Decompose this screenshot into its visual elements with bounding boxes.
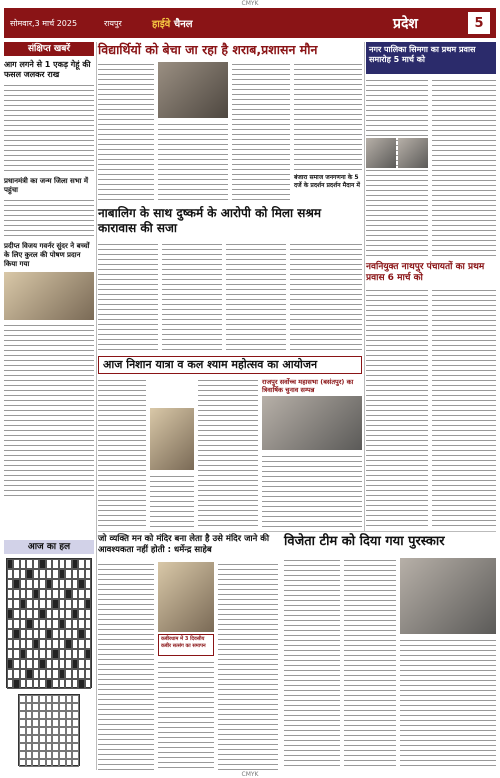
edition-city: रायपुर [104, 18, 122, 28]
right-headline-1: नगर पालिका सिमगा का प्रथम प्रवास समारोह 5 मार्च को [369, 45, 476, 64]
story-liquor-headline: विद्यार्थियों को बेचा जा रहा है शराब,प्रशासन मौन [98, 42, 318, 57]
column-rule-2 [364, 42, 365, 532]
sudoku-cell [52, 695, 59, 703]
crossword-cell [85, 629, 91, 639]
sudoku-cell [46, 743, 53, 751]
story-satsang-caption: कबीरधाम में 3 दिवसीय कबीर सत्संग का समापन [161, 636, 206, 649]
right-headline-2: नवनियुक्त नाथपुर पंचायतों का प्रथम प्रवास 6 मार्च को [366, 262, 485, 283]
sudoku-cell [26, 695, 33, 703]
story-court [98, 206, 362, 236]
sudoku-cell [66, 759, 73, 767]
sudoku-cell [26, 727, 33, 735]
sudoku-cell [46, 695, 53, 703]
crossword-cell [85, 559, 91, 569]
sudoku-cell [52, 719, 59, 727]
brief-text-2 [4, 198, 94, 238]
story-liquor [98, 42, 362, 57]
sudoku-cell [19, 719, 26, 727]
story-satsang-text-a [98, 562, 154, 770]
sudoku-cell [66, 719, 73, 727]
right-portrait-1 [366, 138, 396, 168]
story-satsang-photo [158, 562, 214, 632]
sudoku-cell [59, 727, 66, 735]
story-liquor-text-d [294, 62, 362, 172]
sudoku-cell [59, 711, 66, 719]
story-satsang-headline: जो व्यक्ति मन को मंदिर बना लेता है उसे मंदिर जाने की आवश्यकता नहीं होती : धर्मेन्द्र साहेब [98, 534, 270, 555]
story-winner-text-c [400, 638, 496, 770]
sudoku-cell [52, 711, 59, 719]
crossword-cell [85, 579, 91, 589]
sudoku-cell [46, 759, 53, 767]
story-festival-text-b [150, 474, 194, 528]
sudoku-cell [39, 751, 46, 759]
sudoku-cell [72, 711, 79, 719]
sudoku-cell [26, 751, 33, 759]
sudoku-cell [72, 695, 79, 703]
story-winner-photo [400, 558, 496, 634]
sudoku-cell [72, 743, 79, 751]
brief-column [4, 42, 94, 532]
story-court-text-b [162, 242, 222, 352]
sudoku-cell [26, 759, 33, 767]
story-election-headline: राजपुर सर्वोच्च महासभा (बसंतपुर) का त्रिवार्षिक चुनाव सम्पन्न [262, 378, 354, 394]
sudoku-cell [32, 743, 39, 751]
sudoku-cell [39, 743, 46, 751]
sudoku-cell [26, 743, 33, 751]
story-liquor-text-a [98, 62, 154, 202]
sudoku-cell [19, 743, 26, 751]
sudoku-cell [52, 759, 59, 767]
story-court-text-a [98, 242, 158, 352]
story-festival-headline: आज निशान यात्रा व कल श्याम महोत्सव का आयोजन [103, 358, 318, 371]
sudoku-cell [59, 759, 66, 767]
sudoku-cell [59, 719, 66, 727]
page-number: 5 [468, 12, 490, 34]
story-liquor-photo [158, 62, 228, 118]
sudoku-grid [18, 694, 80, 766]
sudoku-cell [72, 735, 79, 743]
crossword-cell [85, 589, 91, 599]
right-story-2 [366, 262, 496, 284]
sudoku-cell [39, 735, 46, 743]
sudoku-cell [39, 695, 46, 703]
story-winner-text-a [284, 558, 340, 770]
sudoku-cell [46, 735, 53, 743]
right-text-2b [432, 288, 496, 528]
sudoku-cell [32, 751, 39, 759]
story-liquor-text-c [232, 62, 290, 202]
sudoku-cell [52, 735, 59, 743]
sudoku-cell [26, 735, 33, 743]
right-portrait-2 [398, 138, 428, 168]
sudoku-cell [66, 751, 73, 759]
story-satsang-text-c [218, 562, 278, 770]
sudoku-cell [66, 695, 73, 703]
story-winner-text-b [344, 558, 396, 770]
sudoku-cell [32, 735, 39, 743]
sudoku-cell [46, 711, 53, 719]
brief-headline-1: आग लगने से 1 एकड़ गेहूं की फसल जलकर राख [4, 60, 91, 79]
sudoku-cell [32, 711, 39, 719]
sudoku-cell [66, 743, 73, 751]
story-court-text-c [226, 242, 286, 352]
sudoku-cell [59, 695, 66, 703]
story-satsang-text-b [158, 660, 214, 770]
sudoku-cell [66, 703, 73, 711]
sudoku-cell [52, 751, 59, 759]
sudoku-cell [59, 751, 66, 759]
sudoku-cell [19, 727, 26, 735]
sudoku-cell [39, 759, 46, 767]
sudoku-cell [39, 727, 46, 735]
sudoku-cell [19, 735, 26, 743]
crossword-cell [85, 669, 91, 679]
story-election-text [262, 454, 362, 528]
sudoku-cell [39, 719, 46, 727]
sudoku-cell [72, 727, 79, 735]
story-winner [284, 534, 496, 550]
sudoku-cell [72, 703, 79, 711]
sudoku-cell [66, 735, 73, 743]
right-headline-1-box [366, 42, 496, 74]
crossword-cell [85, 649, 91, 659]
story-festival-photo [150, 408, 194, 470]
story-kicker: बंजारा समाज जनगणना के 5 दर्जे के प्रदर्शन प्रदर्शन मैदान में [294, 174, 360, 189]
sudoku-cell [32, 727, 39, 735]
sudoku-cell [19, 711, 26, 719]
crossword-title: आज का हल [4, 540, 94, 554]
crossword-cell [85, 679, 91, 689]
crossword-cell [85, 609, 91, 619]
brief-headline-3: प्रदीप्त विजय गवर्नर सुंदर ने बच्चों के लिए कुरल की पोषण प्रदान किया गया [4, 242, 90, 268]
masthead [4, 8, 496, 38]
sudoku-cell [46, 751, 53, 759]
crossword-grid [6, 558, 92, 688]
sudoku-cell [52, 743, 59, 751]
cmyk-top: CMYK [241, 0, 259, 7]
sudoku-cell [32, 719, 39, 727]
sudoku-cell [32, 759, 39, 767]
sudoku-cell [72, 759, 79, 767]
sudoku-cell [59, 735, 66, 743]
brief-text-1 [4, 83, 94, 173]
sudoku-cell [32, 703, 39, 711]
sudoku-cell [19, 703, 26, 711]
sudoku-cell [19, 751, 26, 759]
sudoku-cell [59, 743, 66, 751]
story-liquor-text-b [158, 122, 228, 202]
section-title: प्रदेश [393, 15, 418, 32]
story-festival-text-a [98, 378, 146, 528]
sudoku-cell [72, 751, 79, 759]
brand-logo: हाईवे चैनल [152, 19, 193, 30]
sudoku-cell [19, 695, 26, 703]
story-winner-headline: विजेता टीम को दिया गया पुरस्कार [284, 534, 445, 549]
brief-title: संक्षिप्त खबरें [4, 42, 94, 56]
sudoku-cell [46, 719, 53, 727]
sudoku-cell [46, 703, 53, 711]
sudoku-cell [72, 719, 79, 727]
story-court-text-d [290, 242, 362, 352]
row-rule [98, 531, 496, 532]
sudoku-cell [52, 703, 59, 711]
right-text-2a [366, 288, 428, 528]
sudoku-cell [46, 727, 53, 735]
crossword-cell [85, 619, 91, 629]
brief-text-3 [4, 323, 94, 498]
sudoku-cell [26, 703, 33, 711]
column-rule-1 [96, 42, 97, 770]
sudoku-cell [66, 727, 73, 735]
issue-date: सोमवार,3 मार्च 2025 [10, 18, 78, 28]
story-court-headline: नाबालिग के साथ दुष्कर्म के आरोपी को मिला सश्रम कारावास की सजा [98, 206, 322, 235]
story-election-photo [262, 396, 362, 450]
sudoku-cell [19, 759, 26, 767]
right-text-1a [366, 78, 428, 258]
cmyk-bottom: CMYK [241, 771, 259, 778]
caption-box [158, 634, 214, 656]
crossword-cell [85, 639, 91, 649]
sudoku-cell [26, 711, 33, 719]
crossword-cell [85, 569, 91, 579]
brief-photo [4, 272, 94, 320]
brief-headline-2: प्रधानमंत्री का जन्म जिला सभा में पहुंचा [4, 177, 89, 194]
story-satsang [98, 534, 278, 556]
story-festival-text-c [198, 378, 258, 528]
story-festival-box [98, 356, 362, 374]
sudoku-cell [66, 711, 73, 719]
sudoku-cell [26, 719, 33, 727]
sudoku-cell [39, 711, 46, 719]
sudoku-cell [59, 703, 66, 711]
sudoku-cell [52, 727, 59, 735]
crossword-cell [85, 599, 91, 609]
crossword-cell [85, 659, 91, 669]
sudoku-cell [39, 703, 46, 711]
sudoku-cell [32, 695, 39, 703]
right-text-1b [432, 78, 496, 258]
